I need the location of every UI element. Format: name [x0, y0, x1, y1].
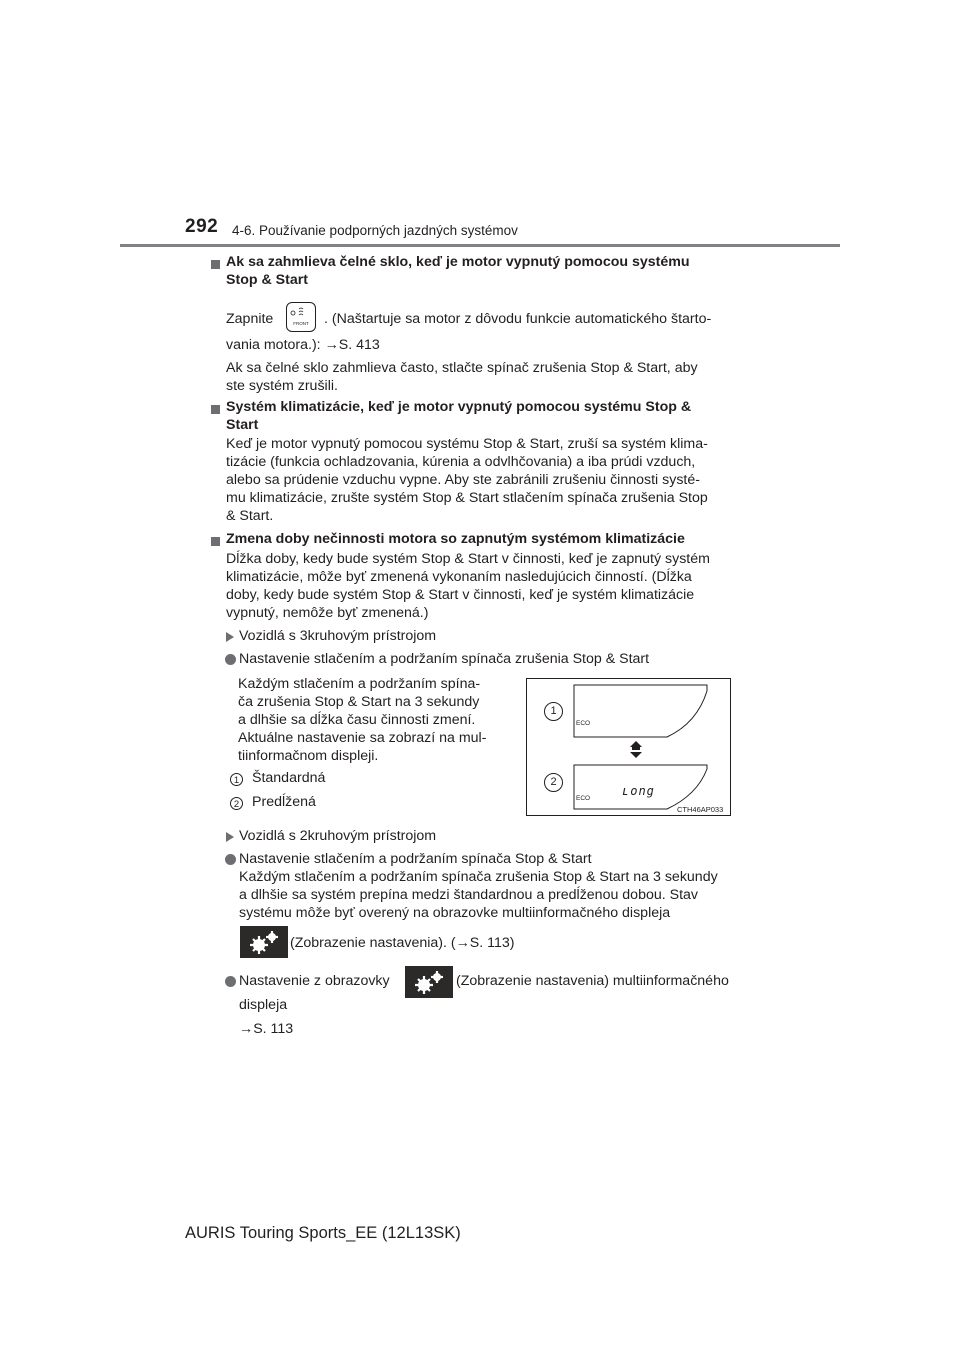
svg-text:ʟong: [622, 784, 655, 798]
s3-line-2: klimatizácie, môže byť zmenená vykonaním nasledujúcich činností. (Dĺžka: [226, 569, 692, 585]
s3-heading: Zmena doby nečinnosti motora so zapnutým systémom klimatizácie: [226, 531, 685, 547]
s3-line-1: Dĺžka doby, kedy bude systém Stop & Start v činnosti, keď je zapnutý systém: [226, 551, 710, 567]
s3-bullet3-line2: displeja: [239, 997, 288, 1013]
defroster-button-icon: [286, 302, 316, 332]
s3-bullet3-ref: →S. 113: [239, 1021, 294, 1037]
s1-p2-line2: ste systém zrušili.: [226, 378, 338, 394]
eco-label-2: ECO: [576, 795, 591, 802]
s3-bullet2-text-2: a dlhšie sa systém prepína medzi štandardnou a predĺženou dobou. Stav: [239, 887, 699, 903]
section-title: 4-6. Používanie podporných jazdných systémov: [232, 223, 518, 238]
eco-label-1: ECO: [576, 720, 591, 727]
figure-code: CTH46AP033: [677, 805, 724, 814]
triangle-bullet-icon: [226, 632, 234, 642]
s3-bullet2-text-1: Každým stlačením a podržaním spínača zrušenia Stop & Start na 3 sekundy: [239, 869, 718, 885]
s3-bullet2-text-3: systému môže byť overený na obrazovke multiinformačného displeja: [239, 905, 671, 921]
s3-bullet3-after: (Zobrazenie nastavenia) multiinformačného: [456, 973, 729, 989]
header-rule: [120, 244, 840, 247]
s3-sub2: Vozidlá s 2kruhovým prístrojom: [239, 828, 437, 844]
legend-number-2: 2: [230, 797, 243, 810]
s2-line-1: Keď je motor vypnutý pomocou systému Stop & Start, zruší sa systém klima-: [226, 436, 708, 452]
s2-heading-line2: Start: [226, 417, 259, 433]
figure-callout-1: 1: [544, 702, 563, 721]
s3-line-3: doby, kedy bude systém Stop & Start v činnosti, keď je systém klimatizácie: [226, 587, 695, 603]
section-square-bullet: [211, 537, 220, 546]
section-square-bullet: [211, 260, 220, 269]
s2-heading-line1: Systém klimatizácie, keď je motor vypnutý pomocou systému Stop &: [226, 399, 692, 415]
s1-heading-line2: Stop & Start: [226, 272, 308, 288]
s2-line-5: & Start.: [226, 508, 274, 524]
figure-callout-2: 2: [544, 773, 563, 792]
s3-bullet1-text-1: Každým stlačením a podržaním spína-: [238, 676, 481, 692]
s2-line-2: tizácie (funkcia ochladzovania, kúrenia a odvlhčovania) a iba prúdi vzduch,: [226, 454, 696, 470]
s2-line-3: alebo sa prúdenie vzduchu vypne. Aby ste zabránili zrušeniu činnosti systé-: [226, 472, 700, 488]
s1-p2-line1: Ak sa čelné sklo zahmlieva často, stlačte spínač zrušenia Stop & Start, aby: [226, 360, 698, 376]
triangle-bullet-icon: [226, 832, 234, 842]
settings-gear-icon: [240, 926, 288, 958]
legend-number-1: 1: [230, 773, 243, 786]
s3-bullet1-text-2: ča zrušenia Stop & Start na 3 sekundy: [238, 694, 480, 710]
long-display-text: ʟong: [622, 784, 655, 798]
legend-label-2: Predĺžená: [252, 794, 316, 810]
page-number: 292: [185, 216, 219, 237]
s2-line-4: mu klimatizácie, zrušte systém Stop & Start stlačením spínača zrušenia Stop: [226, 490, 708, 506]
round-bullet-icon: [225, 976, 236, 987]
s3-sub1: Vozidlá s 3kruhovým prístrojom: [239, 628, 437, 644]
s3-bullet3-before: Nastavenie z obrazovky: [239, 973, 390, 989]
display-illustration: [526, 678, 731, 816]
s3-bullet2-after-icon: (Zobrazenie nastavenia). (→S. 113): [290, 935, 515, 951]
s1-heading-line1: Ak sa zahmlieva čelné sklo, keď je motor vypnutý pomocou systému: [226, 254, 690, 270]
round-bullet-icon: [225, 854, 236, 865]
s3-bullet1-text-5: tiinformačnom displeji.: [238, 748, 379, 764]
s3-line-4: vypnutý, nemôže byť zmenená.): [226, 605, 429, 621]
s3-bullet1-text-3: a dlhšie sa dĺžka času činnosti zmení.: [238, 712, 476, 728]
legend-label-1: Štandardná: [252, 770, 326, 786]
s1-p1-line2: vania motora.): →S. 413: [226, 337, 380, 353]
section-square-bullet: [211, 405, 220, 414]
footer-model-code: AURIS Touring Sports_EE (12L13SK): [185, 1224, 461, 1242]
s1-p1-before: Zapnite: [226, 311, 274, 327]
svg-text:FRONT: FRONT: [293, 321, 309, 326]
s1-p1-after: . (Naštartuje sa motor z dôvodu funkcie automatického štarto-: [324, 311, 712, 327]
round-bullet-icon: [225, 654, 236, 665]
s3-bullet1: Nastavenie stlačením a podržaním spínača zrušenia Stop & Start: [239, 651, 650, 667]
s3-bullet1-text-4: Aktuálne nastavenie sa zobrazí na mul-: [238, 730, 487, 746]
settings-gear-icon: [405, 966, 453, 998]
s3-bullet2: Nastavenie stlačením a podržaním spínača Stop & Start: [239, 851, 592, 867]
